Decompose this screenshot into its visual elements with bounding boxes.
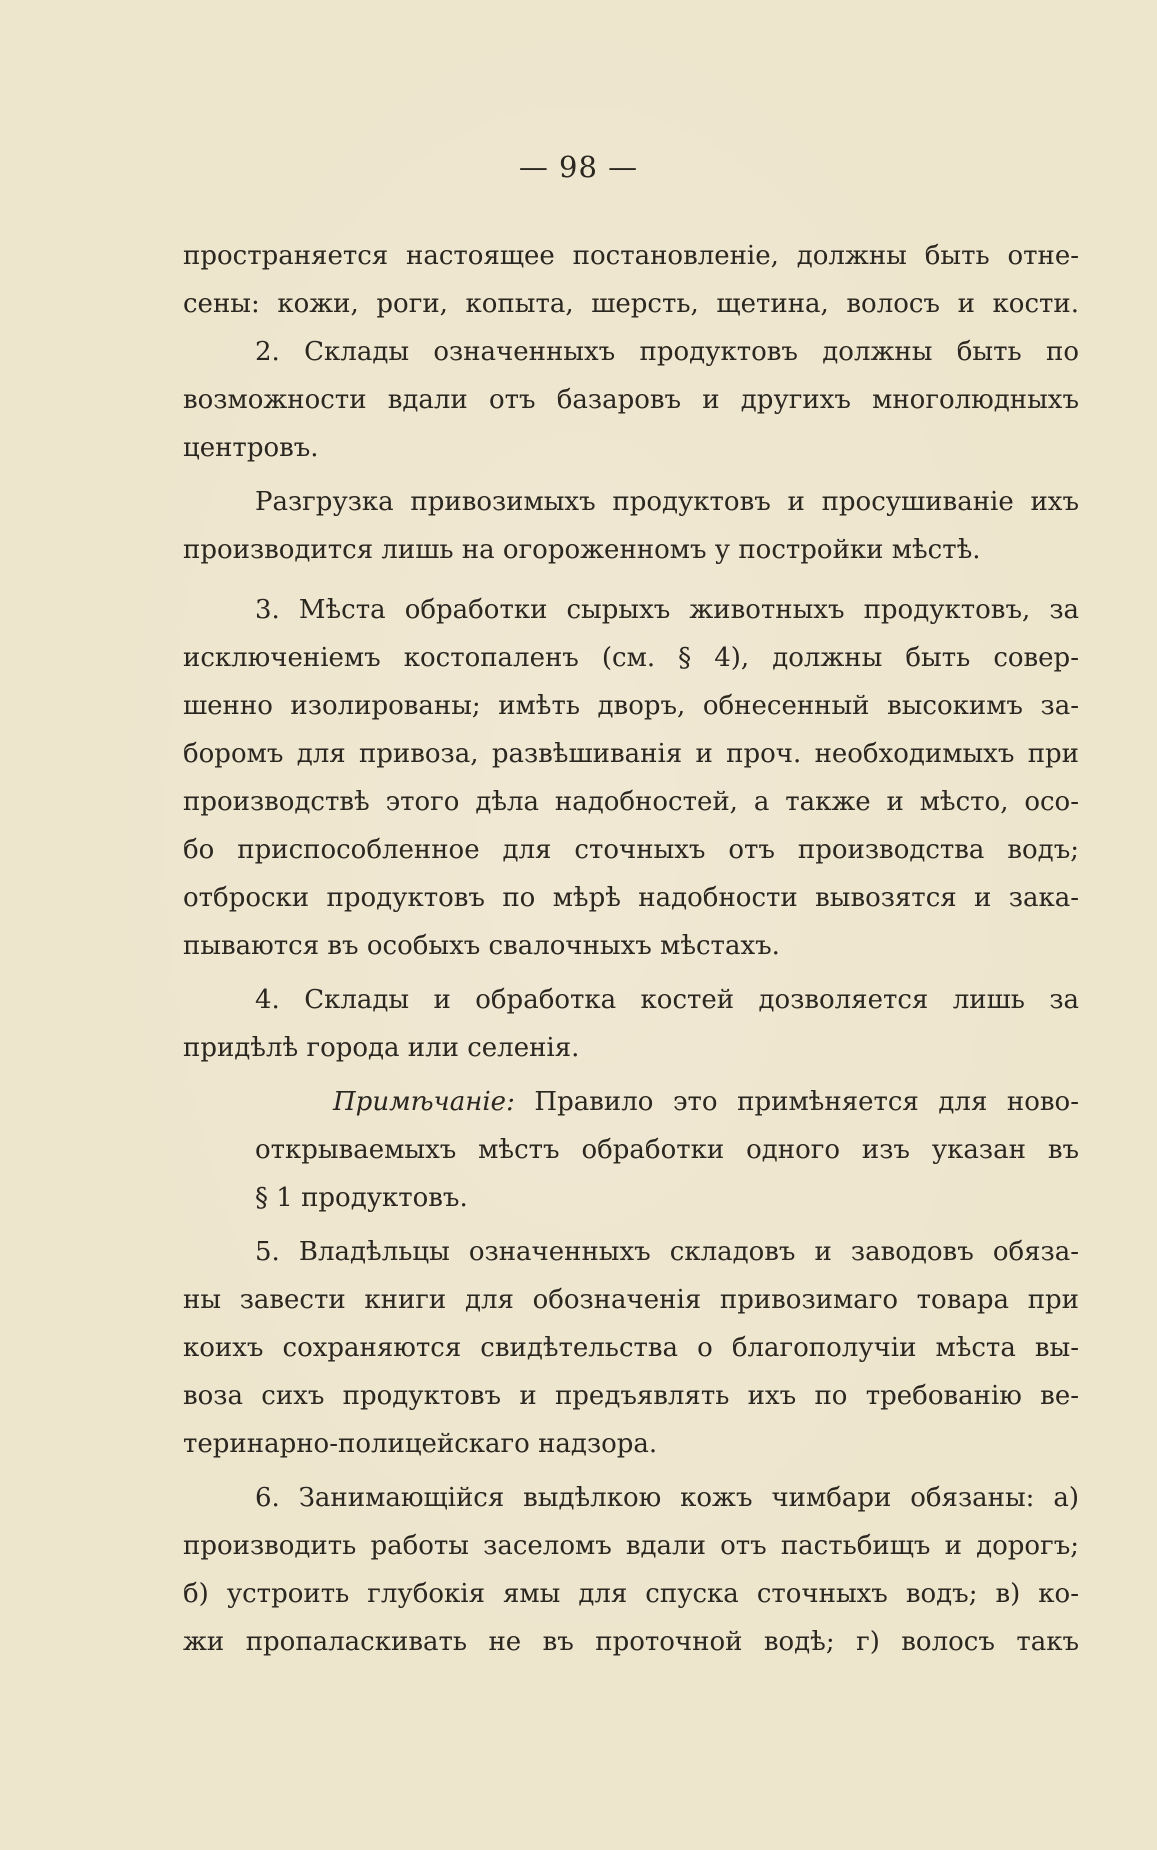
text-line: шенно изолированы; имѣть дворъ, обнесенный высокимъ за-	[183, 691, 1079, 721]
text-line: сены: кожи, роги, копыта, шерсть, щетина, волосъ и кости.	[183, 289, 1079, 319]
page-number: — 98 —	[518, 150, 639, 184]
text-line: придѣлѣ города или селенія.	[183, 1033, 580, 1063]
text-line: производить работы заселомъ вдали отъ пастьбищъ и дорогъ;	[183, 1531, 1079, 1561]
body-text	[183, 232, 1079, 1666]
text-line: бо приспособленное для сточныхъ отъ производства водъ;	[183, 835, 1079, 865]
note-line: открываемыхъ мѣстъ обработки одного изъ указан въ	[255, 1135, 1079, 1165]
text-line: исключеніемъ костопаленъ (см. § 4), должны быть совер-	[183, 643, 1079, 673]
text-line: пываются въ особыхъ свалочныхъ мѣстахъ.	[183, 931, 780, 961]
text-line: пространяется настоящее постановленіе, должны быть отне-	[183, 241, 1079, 271]
text-line: б) устроить глубокія ямы для спуска сточныхъ водъ; в) ко-	[183, 1579, 1079, 1609]
text-line: теринарно-полицейскаго надзора.	[183, 1429, 658, 1459]
text-line: воза сихъ продуктовъ и предъявлять ихъ по требованію ве-	[183, 1381, 1079, 1411]
text-line: возможности вдали отъ базаровъ и другихъ многолюдныхъ	[183, 385, 1079, 415]
text-line: ны завести книги для обозначенія привозимаго товара при	[183, 1285, 1079, 1315]
text-line: производится лишь на огороженномъ у постройки мѣстѣ.	[183, 535, 981, 565]
text-line: центровъ.	[183, 433, 319, 463]
note-text: Правило это примѣняется для ново-	[534, 1087, 1079, 1117]
note-line: § 1 продуктовъ.	[255, 1183, 468, 1213]
note-label: Примѣчаніе:	[333, 1087, 515, 1117]
text-line: отброски продуктовъ по мѣрѣ надобности вывозятся и зака-	[183, 883, 1079, 913]
text-line: боромъ для привоза, развѣшиванія и проч. необходимыхъ при	[183, 739, 1079, 769]
text-line: 6. Занимающійся выдѣлкою кожъ чимбари обязаны: а)	[255, 1483, 1079, 1513]
text-line: 4. Склады и обработка костей дозволяется лишь за	[255, 985, 1079, 1015]
text-line: 5. Владѣльцы означенныхъ складовъ и заводовъ обяза-	[255, 1237, 1079, 1267]
text-line: Разгрузка привозимыхъ продуктовъ и просушиваніе ихъ	[255, 487, 1079, 517]
text-line: 2. Склады означенныхъ продуктовъ должны быть по	[255, 337, 1079, 367]
text-line: 3. Мѣста обработки сырыхъ животныхъ продуктовъ, за	[255, 595, 1079, 625]
text-line: коихъ сохраняются свидѣтельства о благополучіи мѣста вы-	[183, 1333, 1079, 1363]
note-line	[183, 1078, 1079, 1126]
text-line: производствѣ этого дѣла надобностей, а также и мѣсто, осо-	[183, 787, 1079, 817]
text-line: жи пропаласкивать не въ проточной водѣ; г) волосъ такъ	[183, 1627, 1079, 1657]
